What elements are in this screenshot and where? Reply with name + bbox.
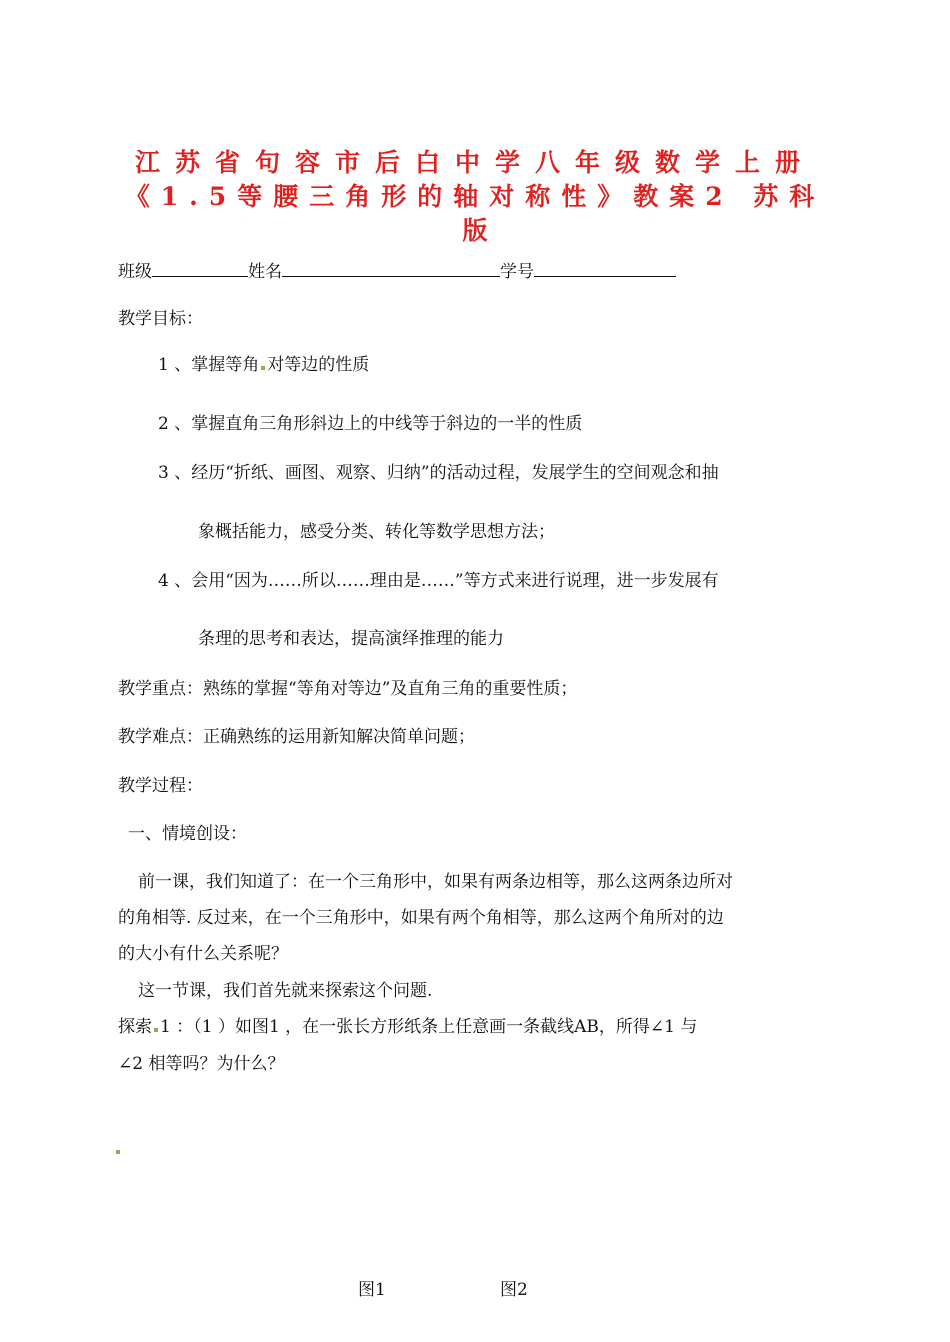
title-line-2: 《1.5等腰三角形的轴对称性》教案2 苏科 [124,182,826,211]
difficulty: 教学难点：正确熟练的运用新知解决简单问题； [118,727,475,747]
marker-dot [261,366,265,370]
objective-1-part-b: 对等边的性质 [267,355,370,375]
marker-dot [154,1028,158,1032]
exploration-text: 1 ：（1 ）如图1 ，在一张长方形纸条上任意画一条截线AB，所得∠1 与 [160,1017,698,1037]
exploration-label: 探索 [118,1017,152,1037]
objective-4-line-1: 4 、会用“因为……所以……理由是……”等方式来进行说理，进一步发展有 [158,571,719,591]
figure-2-caption: 图2 [500,1280,528,1300]
objective-4-line-2: 条理的思考和表达，提高演绎推理的能力 [198,629,504,649]
objective-1-part-a: 1 、掌握等角 [158,355,260,375]
paragraph-2: 这一节课，我们首先就来探索这个问题. [138,981,433,1001]
title-line-3: 版 [462,216,488,245]
paragraph-1-line-1: 前一课，我们知道了：在一个三角形中，如果有两条边相等，那么这两条边所对 [138,872,733,892]
objective-3-line-2: 象概括能力，感受分类、转化等数学思想方法； [198,522,555,542]
objective-2: 2 、掌握直角三角形斜边上的中线等于斜边的一半的性质 [158,414,583,434]
student-info-row [118,258,676,284]
name-blank [282,258,500,277]
process-heading: 教学过程： [118,776,203,796]
number-label: 学号 [500,262,534,282]
key-point: 教学重点：熟练的掌握“等角对等边”及直角三角的重要性质； [118,679,578,699]
exploration-line-1 [118,1015,697,1039]
figure-1-caption: 图1 [358,1280,386,1300]
class-blank [152,258,248,277]
marker-dot [116,1150,120,1154]
paragraph-1-line-2: 的角相等. 反过来，在一个三角形中，如果有两个角相等，那么这两个角所对的边 [118,908,724,928]
name-label: 姓名 [248,262,282,282]
section-1-heading: 一、情境创设： [128,824,247,844]
objectives-heading: 教学目标： [118,309,203,329]
class-label: 班级 [118,262,152,282]
paragraph-1-line-3: 的大小有什么关系呢？ [118,944,288,964]
objective-1 [158,353,369,377]
objective-3-line-1: 3 、经历“折纸、画图、观察、归纳”的活动过程，发展学生的空间观念和抽 [158,463,719,483]
title-line-1: 江苏省句容市后白中学八年级数学上册 [134,148,815,177]
exploration-line-2: ∠2 相等吗？为什么？ [118,1054,285,1074]
number-blank [534,258,676,277]
document-title [118,146,832,248]
